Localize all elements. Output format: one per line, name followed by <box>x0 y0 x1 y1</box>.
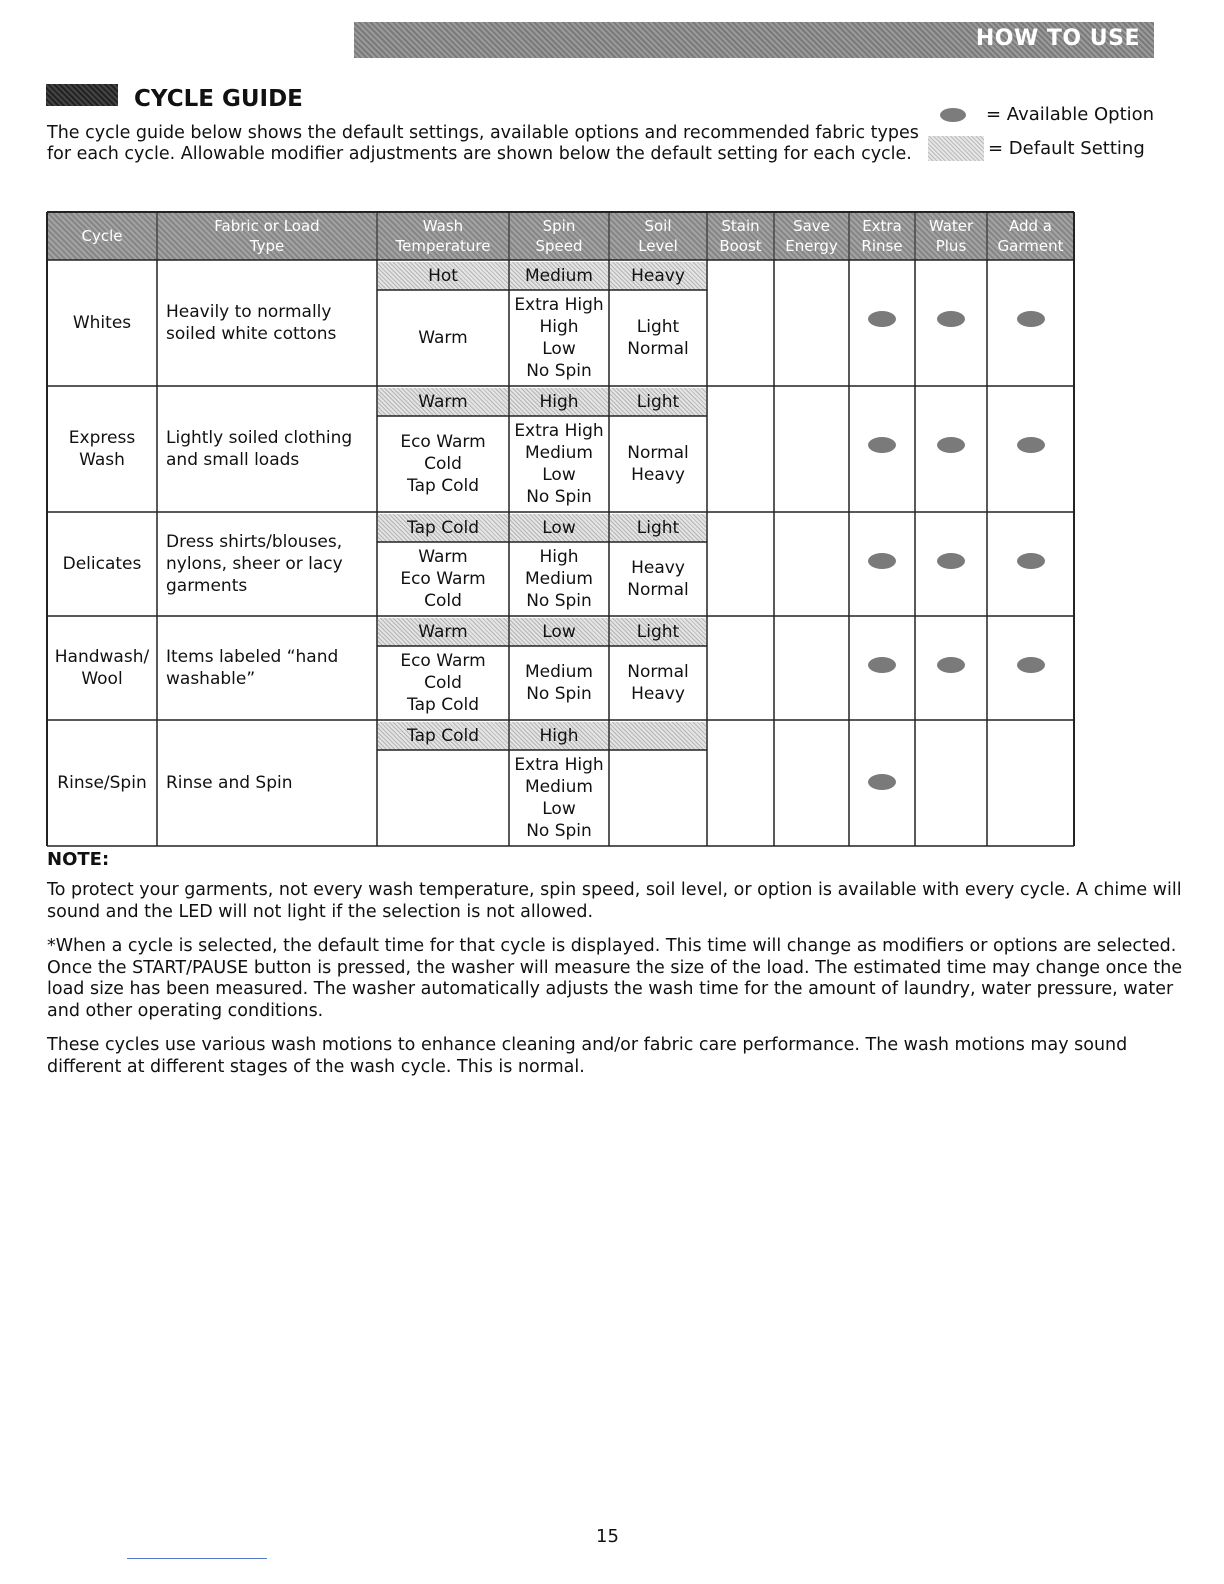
note-paragraph-1: To protect your garments, not every wash temperature, spin speed, soil level, or option is available with every cycle. A chime will sound and the LED will not light if the selection is not allowed. <box>47 880 1182 922</box>
note-title: NOTE: <box>47 849 110 870</box>
table-cycle-name: Express Wash <box>68 428 136 470</box>
wash-options: Warm <box>418 328 468 348</box>
default-spin-setting: High <box>510 722 608 750</box>
default-spin-setting: Low <box>510 514 608 542</box>
default-wash-setting: Tap Cold <box>378 514 508 542</box>
wash-options: Warm Eco Warm Cold <box>400 547 486 611</box>
table-cycle-name: Rinse/Spin <box>57 773 147 793</box>
table-cycle-name: Handwash/ Wool <box>54 647 150 689</box>
legend-available-label: = Available Option <box>986 104 1155 125</box>
table-header-water-plus: Water Plus <box>916 212 986 260</box>
banner-title: HOW TO USE <box>975 26 1140 51</box>
table-fabric-type: Items labeled “hand washable” <box>166 647 339 689</box>
default-soil-setting: Heavy <box>610 262 706 290</box>
footer-line <box>127 1558 267 1559</box>
table-header-extra-rinse: Extra Rinse <box>850 212 914 260</box>
default-soil-setting: Light <box>610 618 706 646</box>
table-fabric-type: Lightly soiled clothing and small loads <box>166 428 353 470</box>
wash-options: Eco Warm Cold Tap Cold <box>400 651 486 715</box>
default-wash-setting: Warm <box>378 388 508 416</box>
table-header-wash-temperature: Wash Temperature <box>378 212 508 260</box>
legend-default-label: = Default Setting <box>988 138 1145 159</box>
wash-options: Eco Warm Cold Tap Cold <box>400 432 486 496</box>
spin-options: Extra High Medium Low No Spin <box>514 421 604 507</box>
soil-options: Normal Heavy <box>627 662 689 704</box>
table-header-stain-boost: Stain Boost <box>708 212 773 260</box>
soil-options: Normal Heavy <box>627 443 689 485</box>
table-header-cycle: Cycle <box>48 212 156 260</box>
table-fabric-type: Dress shirts/blouses, nylons, sheer or lacy garments <box>166 532 343 596</box>
table-cycle-name: Whites <box>72 313 132 333</box>
table-header-save-energy: Save Energy <box>775 212 848 260</box>
intro-text: The cycle guide below shows the default settings, available options and recommended fabric types for each cycle. Allowable modifier adjustments are shown below the default setting for each cycle. <box>47 123 919 164</box>
page-title: CYCLE GUIDE <box>134 86 303 112</box>
note-paragraph-2: *When a cycle is selected, the default time for that cycle is displayed. This time will change as modifiers or options are selected. Once the START/PAUSE button is pressed, the washer will measure the size of the load. The estimated time may change once the load size has been measured. The washer automatically adjusts the wash time for the amount of laundry, water pressure, water and other operating conditions. <box>47 936 1183 1021</box>
note-paragraph-3: These cycles use various wash motions to enhance cleaning and/or fabric care performance. The wash motions may sound different at different stages of the wash cycle. This is normal. <box>47 1035 1128 1077</box>
default-wash-setting: Hot <box>378 262 508 290</box>
table-fabric-type: Rinse and Spin <box>166 773 293 793</box>
page-number: 15 <box>596 1526 619 1547</box>
spin-options: High Medium No Spin <box>525 547 593 611</box>
table-fabric-type: Heavily to normally soiled white cottons <box>166 302 337 344</box>
table-header-add-a-garment: Add a Garment <box>988 212 1073 260</box>
soil-options: Heavy Normal <box>627 558 689 600</box>
soil-options: Light Normal <box>627 317 689 359</box>
default-spin-setting: Low <box>510 618 608 646</box>
default-spin-setting: High <box>510 388 608 416</box>
default-spin-setting: Medium <box>510 262 608 290</box>
default-soil-setting: Light <box>610 388 706 416</box>
table-cycle-name: Delicates <box>62 554 142 574</box>
table-header-soil-level: Soil Level <box>610 212 706 260</box>
table-header-spin-speed: Spin Speed <box>510 212 608 260</box>
table-header-fabric-or-load-type: Fabric or Load Type <box>158 212 376 260</box>
default-wash-setting: Tap Cold <box>378 722 508 750</box>
spin-options: Medium No Spin <box>525 662 593 704</box>
default-soil-setting: Light <box>610 514 706 542</box>
default-wash-setting: Warm <box>378 618 508 646</box>
spin-options: Extra High High Low No Spin <box>514 295 604 381</box>
spin-options: Extra High Medium Low No Spin <box>514 755 604 841</box>
